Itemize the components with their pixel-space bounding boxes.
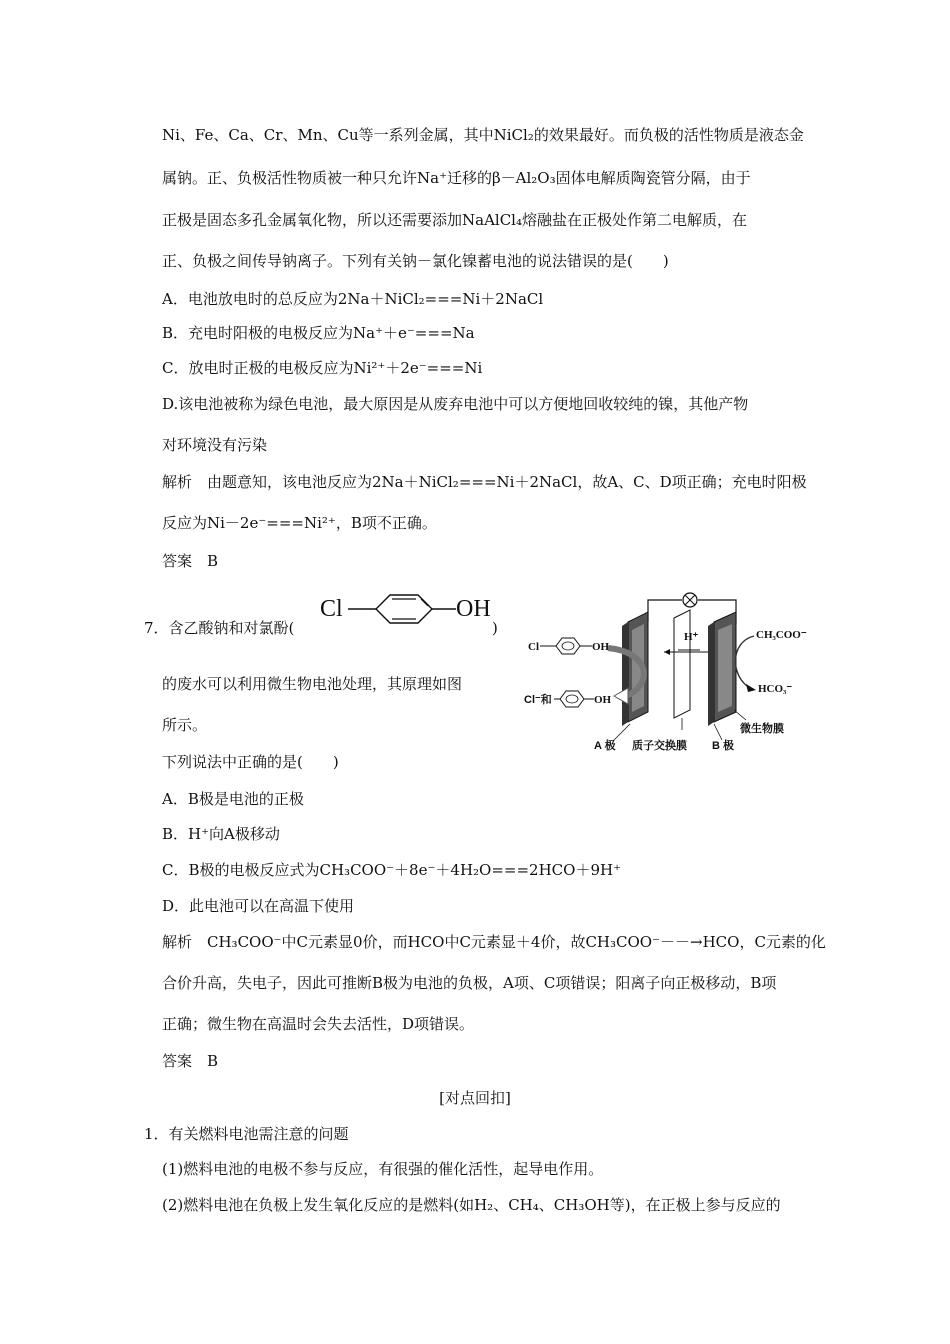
hco3-label: HCO₃⁻: [758, 683, 793, 695]
q7-answer: 答案 B: [162, 1052, 219, 1070]
electrode-a-label: A 极: [594, 740, 616, 752]
intro-line-3: 正极是固态多孔金属氧化物，所以还需要添加NaAlCl₄熔融盐在正极处作第二电解质，在: [162, 211, 747, 229]
q7-stem-suffix: ): [492, 619, 498, 637]
h-plus-label: H⁺: [684, 631, 699, 643]
q6-option-a: A．电池放电时的总反应为2Na＋NiCl₂===Ni＋2NaCl: [162, 290, 544, 308]
ch3coo-label: CH₃COO⁻: [756, 629, 807, 641]
microbial-cell-diagram: [524, 592, 824, 760]
mol-cl-label: Cl: [320, 596, 343, 622]
q7-option-b: B．H⁺向A极移动: [162, 825, 280, 843]
p-chlorophenol-structure: [318, 594, 494, 640]
q6-answer: 答案 B: [162, 552, 219, 570]
q7-option-a: A．B极是电池的正极: [162, 790, 304, 808]
lamp-icon: [683, 593, 697, 607]
left-oh-label-2: OH: [594, 694, 612, 706]
q7-analysis-line2: 合价升高，失电子，因此可推断B极为电池的负极，A项、C项错误；阳离子向正极移动，B项: [162, 974, 777, 992]
proton-exchange-membrane: [674, 610, 690, 718]
left-phenol-top: [528, 638, 610, 654]
q6-option-b: B．充电时阳极的电极反应为Na⁺＋e⁻===Na: [162, 324, 475, 342]
intro-line-2: 属钠。正、负极活性物质被一种只允许Na⁺迁移的β－Al₂O₃固体电解质陶瓷管分隔，由于: [162, 169, 751, 187]
review-point-1: (1)燃料电池的电极不参与反应，有很强的催化活性，起导电作用。: [162, 1160, 604, 1178]
q6-option-d-line2: 对环境没有污染: [162, 436, 268, 454]
cl-ion-label: Cl⁻和: [524, 694, 552, 706]
q6-option-d-line1: D.该电池被称为绿色电池，最大原因是从废弃电池中可以方便地回收较纯的镍，其他产物: [162, 395, 749, 413]
q7-analysis-line3: 正确；微生物在高温时会失去活性，D项错误。: [162, 1015, 475, 1033]
microbe-film-label: 微生物膜: [740, 723, 784, 735]
q7-stem-prefix: 7．含乙酸钠和对氯酚(: [144, 619, 295, 637]
q7-stem-line3: 所示。: [162, 716, 208, 734]
electrode-b: [708, 612, 736, 726]
intro-line-1: Ni、Fe、Ca、Cr、Mn、Cu等一系列金属，其中NiCl₂的效果最好。而负极的活性物质是液态金: [162, 126, 804, 144]
q6-option-c: C．放电时正极的电极反应为Ni²⁺＋2e⁻===Ni: [162, 359, 483, 377]
q7-stem-line4: 下列说法中正确的是( ): [162, 753, 339, 771]
q7-stem-line2: 的废水可以利用微生物电池处理，其原理如图: [162, 675, 463, 693]
q6-analysis-line1: 解析 由题意知，该电池反应为2Na＋NiCl₂===Ni＋2NaCl，故A、C、D项正确；充电时阳极: [162, 473, 807, 491]
q7-option-d: D．此电池可以在高温下使用: [162, 897, 355, 915]
q6-analysis-line2: 反应为Ni－2e⁻===Ni²⁺，B项不正确。: [162, 514, 437, 532]
left-phenol-bottom: [524, 691, 612, 707]
electrode-b-label: B 极: [712, 740, 734, 752]
intro-line-4: 正、负极之间传导钠离子。下列有关钠－氯化镍蓄电池的说法错误的是( ): [162, 252, 669, 270]
q7-option-c: C．B极的电极反应式为CH₃COO⁻＋8e⁻＋4H₂O===2HCO＋9H⁺: [162, 861, 621, 879]
review-heading: 1．有关燃料电池需注意的问题: [144, 1125, 349, 1143]
review-point-2: (2)燃料电池在负极上发生氧化反应的是燃料(如H₂、CH₄、CH₃OH等)，在正极上参与反应的: [162, 1196, 781, 1214]
q7-analysis-line1: 解析 CH₃COO⁻中C元素显0价，而HCO中C元素显＋4价，故CH₃COO⁻－－→HCO，C元素的化: [162, 933, 826, 951]
left-cl-label: Cl: [528, 641, 539, 653]
membrane-label: 质子交换膜: [632, 740, 687, 752]
section-title: [对点回扣]: [439, 1089, 511, 1107]
left-oh-label: OH: [592, 641, 610, 653]
mol-oh-label: OH: [456, 596, 491, 622]
